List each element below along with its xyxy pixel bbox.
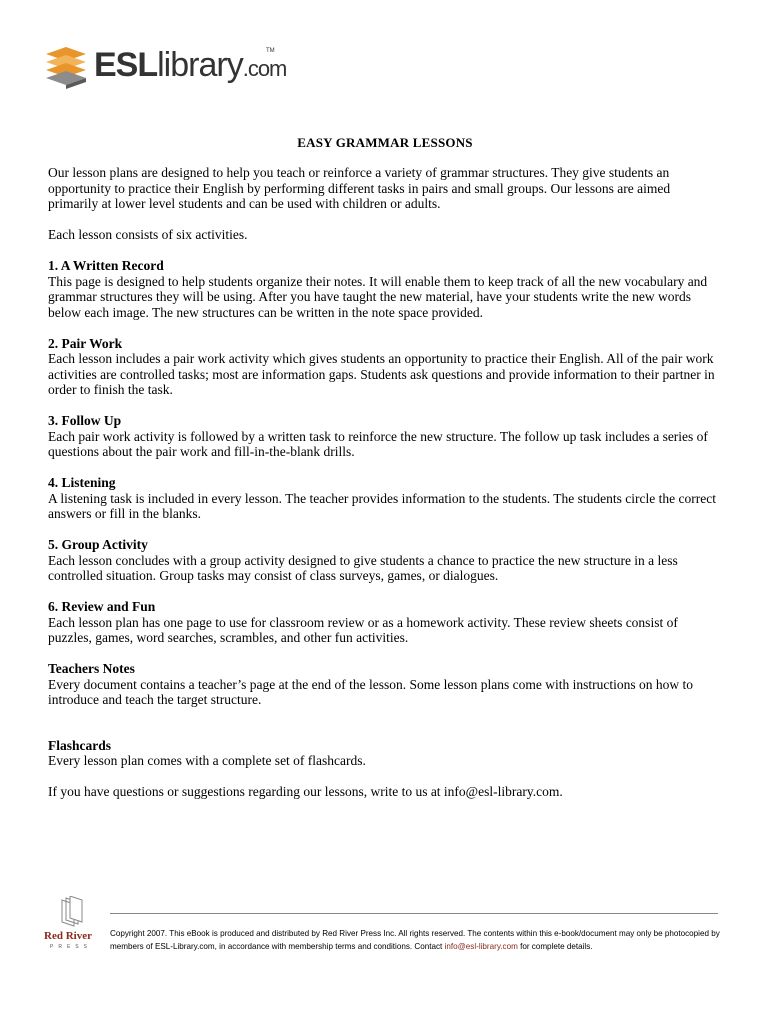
document-body (48, 165, 720, 800)
section-heading: 6. Review and Fun (48, 599, 156, 614)
section-body: Each pair work activity is followed by a written task to reinforce the new structure. The follow up task includes a series of questions about the pair work and fill-in-the-blank drills. (48, 428, 708, 459)
book-stack-icon (44, 44, 88, 90)
footer-divider (110, 913, 718, 914)
section-body: Each lesson includes a pair work activity which gives students an opportunity to practice their English. All of the pair work activities are controlled tasks; most are information gaps. Students ask questions and provide information to their partner in order to finish the task. (48, 351, 715, 397)
footer-text-end: for complete details. (517, 942, 593, 951)
section-body: Each lesson concludes with a group activity designed to give students a chance to practice the new structure in a less controlled situation. Group tasks may consist of class surveys, games, or dialogues. (48, 552, 678, 583)
section-flashcards (48, 738, 720, 769)
section-heading: 3. Follow Up (48, 413, 122, 428)
section-heading: Teachers Notes (48, 661, 135, 676)
intro-summary: Each lesson consists of six activities. (48, 227, 248, 242)
logo-tm: TM (266, 48, 275, 54)
section-body: A listening task is included in every lesson. The teacher provides information to the students. The students circle the correct answers or fill in the blanks. (48, 490, 716, 521)
section-heading: 5. Group Activity (48, 537, 148, 552)
section-heading: Flashcards (48, 737, 112, 753)
section-pair-work (48, 336, 720, 398)
page-title: EASY GRAMMAR LESSONS (297, 135, 473, 150)
section-group-activity (48, 537, 720, 584)
footer-email-link[interactable]: info@esl-library.com (444, 942, 518, 951)
section-heading: 1. A Written Record (48, 258, 164, 273)
publisher-sub: PRESS (50, 944, 92, 950)
esl-library-logo (44, 44, 287, 90)
closing-contact: If you have questions or suggestions regarding our lessons, write to us at info@esl-library.com. (48, 784, 563, 799)
section-heading: 4. Listening (48, 475, 116, 490)
logo-esl: ESL (94, 46, 158, 84)
footer-copyright (110, 927, 730, 953)
section-body: This page is designed to help students organize their notes. It will enable them to keep track of all the new vocabulary and grammar structures they will be using. After you have taught the new material, have your students write the new words below each image. The new structures can be written in the note space provided. (48, 273, 708, 320)
footer-text: Copyright 2007. This eBook is produced and distributed by Red River Press Inc. All rights reserved. The contents within this e-book/document may only be photocopied by members of ESL-Library.com, in accordance with membership terms and conditions. Contact (110, 929, 720, 951)
section-body: Every document contains a teacher’s page at the end of the lesson. Some lesson plans come with instructions on how to introduce and teach the target structure. (48, 676, 693, 707)
publisher-name: Red River (44, 930, 92, 942)
intro-paragraph: Our lesson plans are designed to help you teach or reinforce a variety of grammar structures. They give students an opportunity to practice their English by performing different tasks in pairs and small groups. Our lessons are aimed primarily at lower level students and can be used with children or adults. (48, 165, 671, 211)
section-body: Every lesson plan comes with a complete set of flashcards. (48, 753, 366, 768)
section-follow-up (48, 413, 720, 460)
section-teachers-notes (48, 661, 720, 708)
section-review-fun (48, 599, 720, 646)
section-body: Each lesson plan has one page to use for classroom review or as a homework activity. These review sheets consist of puzzles, games, word searches, scrambles, and other fun activities. (48, 614, 678, 645)
section-listening (48, 475, 720, 522)
logo-wordmark (94, 46, 286, 85)
logo-com: .com (242, 56, 287, 81)
section-heading: 2. Pair Work (48, 335, 123, 351)
logo-library: library (157, 46, 243, 84)
section-written-record (48, 258, 720, 320)
